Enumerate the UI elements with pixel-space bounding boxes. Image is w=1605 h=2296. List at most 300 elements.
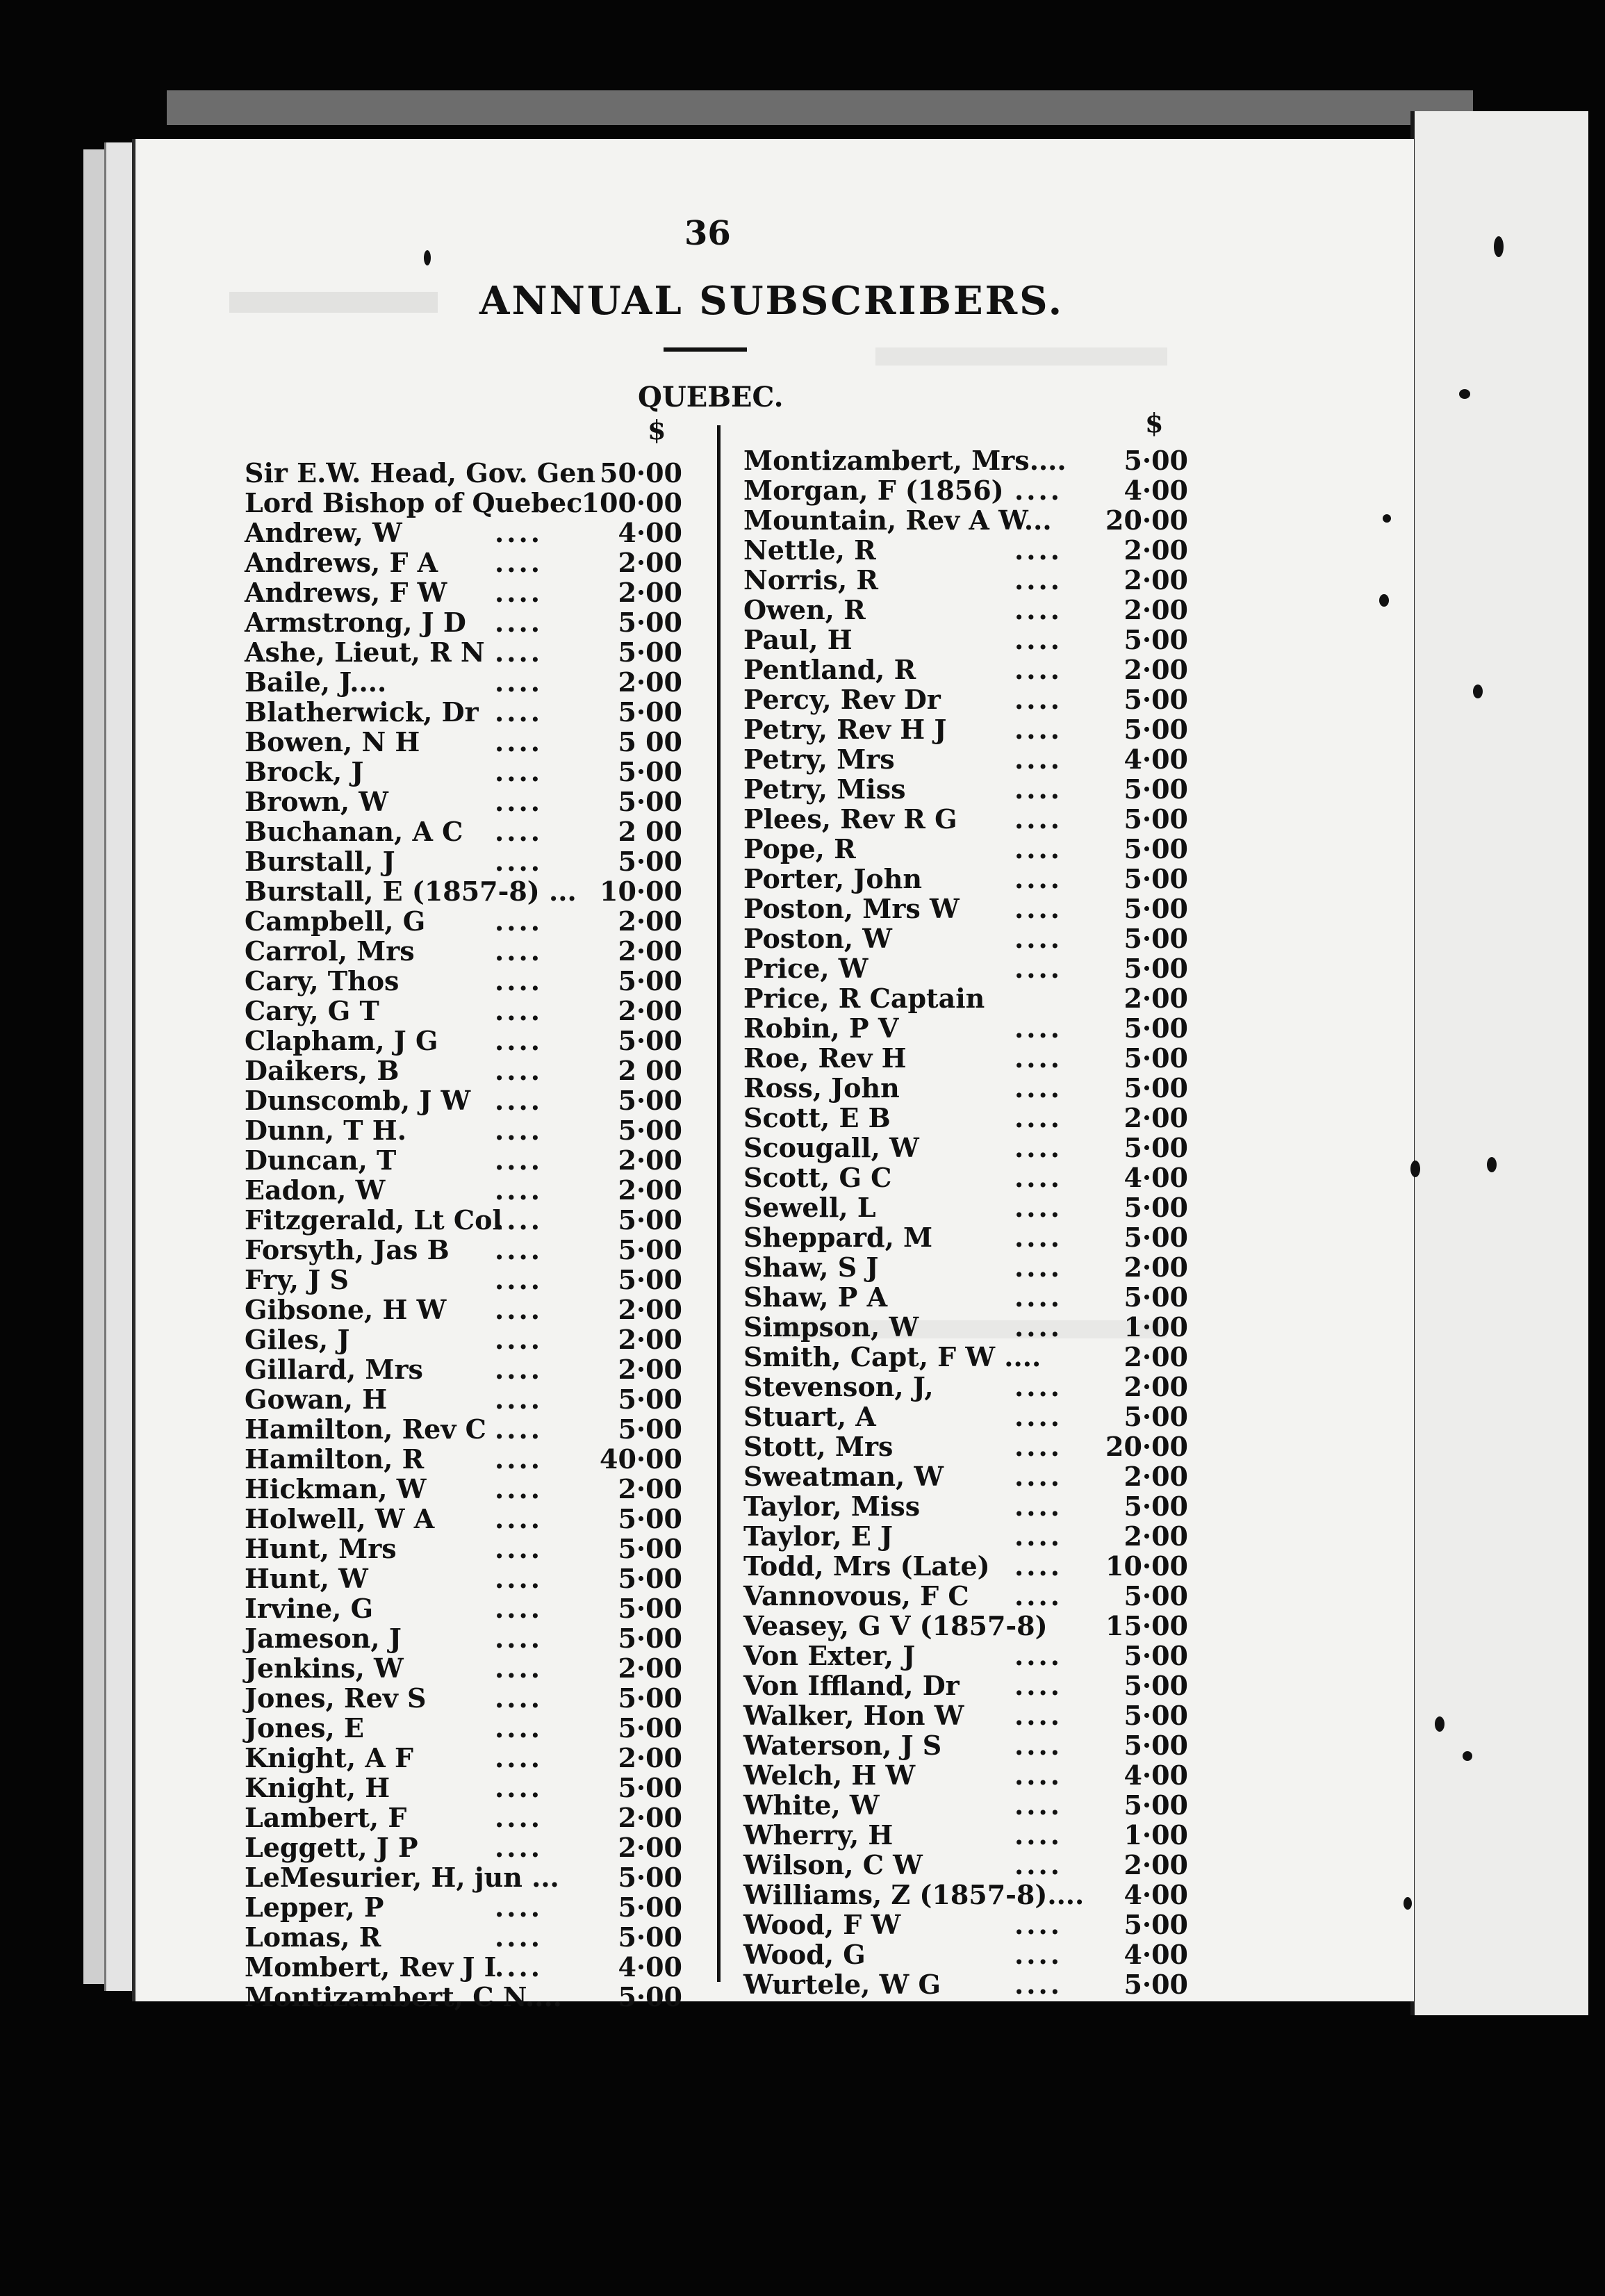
subscription-amount: 20·00 [1105,1431,1188,1462]
subscription-amount: 5·00 [1124,803,1188,835]
subscriber-row [743,1102,1188,1132]
subscription-amount: 4·00 [1124,475,1188,506]
subscriber-row [743,833,1188,863]
subscriber-name: Veasey, G V (1857-8) [743,1610,1048,1641]
leader-dots: .... [495,547,543,578]
subscriber-name: Robin, P V [743,1012,899,1044]
leader-dots: .... [1014,1550,1062,1582]
leader-dots: .... [1014,475,1062,506]
leader-dots: .... [495,816,543,847]
subscription-amount: 5·00 [1124,1012,1188,1044]
subscriber-name: Poston, Mrs W [743,893,960,924]
subscription-amount: 2·00 [1124,1371,1188,1402]
subscription-amount: 5·00 [1124,1222,1188,1253]
subscriber-row [245,696,703,726]
subscriber-name: Buchanan, A C [245,816,463,847]
subscription-amount: 4·00 [1124,1939,1188,1970]
leader-dots: .... [1014,1730,1062,1761]
subscriber-row [743,893,1188,923]
leader-dots: .... [495,1204,543,1236]
subscriber-name: Jameson, J [245,1623,402,1654]
subscriber-row [743,505,1188,534]
subscriber-name: Gibsone, H W [245,1294,447,1325]
leader-dots: .... [1014,624,1062,655]
scan-speck [1473,684,1483,698]
subscriber-name: Scougall, W [743,1132,919,1163]
subscriber-name: Hamilton, Rev C [245,1413,486,1445]
subscriber-name: Wurtele, W G [743,1969,941,2000]
subscription-amount: 5·00 [618,786,682,817]
subscriber-name: Williams, Z (1857-8).... [743,1879,1085,1910]
scan-speck [1404,1897,1412,1910]
subscriber-row [245,1593,703,1623]
subscriber-row [743,1819,1188,1849]
subscription-amount: 5·00 [618,1115,682,1146]
leader-dots: .... [1014,1281,1062,1313]
subscription-amount: 5·00 [1124,1042,1188,1074]
leader-dots: .... [495,637,543,668]
subscription-amount: 5·00 [618,1593,682,1624]
subscriber-row [245,547,703,577]
subscriber-name: Stevenson, J, [743,1371,934,1402]
subscriber-row [743,1849,1188,1879]
subscription-amount: 5 00 [618,726,682,757]
leader-dots: .... [1014,1849,1062,1880]
leader-dots: .... [495,1473,543,1504]
leader-dots: .... [1014,1162,1062,1193]
leader-dots: .... [495,1354,543,1385]
subscription-amount: 2·00 [618,1354,682,1385]
subscription-amount: 2·00 [618,1802,682,1833]
subscriber-name: Andrews, F W [245,577,447,608]
leader-dots: .... [495,696,543,728]
subscriber-name: Burstall, E (1857-8) ... [245,876,577,907]
subscriber-row [743,684,1188,714]
subscriber-row [245,1234,703,1264]
subscriber-name: Plees, Rev R G [743,803,957,835]
subscriber-name: Von Iffland, Dr [743,1670,960,1701]
subscriber-name: Knight, H [245,1772,390,1803]
subscriber-row [245,637,703,666]
subscription-amount: 2·00 [1124,1341,1188,1372]
subscription-amount: 2·00 [1124,1102,1188,1133]
subscriber-name: Shaw, P A [743,1281,888,1313]
leader-dots: .... [1014,654,1062,685]
leader-dots: .... [1014,1012,1062,1044]
subscriber-name: Vannovous, F C [743,1580,969,1612]
leader-dots: .... [1014,1760,1062,1791]
subscription-amount: 50·00 [600,457,682,489]
leader-dots: .... [1014,1789,1062,1821]
subscriber-name: Ashe, Lieut, R N [245,637,485,668]
subscriber-name: Holwell, W A [245,1503,435,1534]
leader-dots: .... [495,756,543,787]
scan-speck [1487,1157,1497,1172]
subscription-amount: 5·00 [1124,1580,1188,1612]
subscriber-row [245,816,703,846]
subscriber-name: Shaw, S J [743,1252,879,1283]
subscriber-name: Scott, E B [743,1102,891,1133]
leader-dots: .... [495,517,543,548]
subscription-amount: 2·00 [618,1174,682,1206]
subscription-amount: 5·00 [618,1892,682,1923]
subscription-amount: 5·00 [1124,1969,1188,2000]
subscriber-name: Wilson, C W [743,1849,923,1880]
subscriber-name: Dunscomb, J W [245,1085,471,1116]
subscriber-name: Owen, R [743,594,866,625]
show-through-text [875,347,1167,366]
subscriber-name: Price, R Captain [743,983,985,1014]
leader-dots: .... [1014,1311,1062,1343]
subscriber-name: Burstall, J [245,846,395,877]
subscription-amount: 4·00 [618,1951,682,1983]
subscription-amount: 5·00 [618,607,682,638]
left-currency-symbol: $ [648,414,666,445]
subscriber-row [245,1623,703,1653]
leader-dots: .... [1014,1520,1062,1552]
subscriber-name: Sir E.W. Head, Gov. Gen [245,457,596,489]
heading-rule [664,347,747,352]
subscriber-name: Bowen, N H [245,726,420,757]
leader-dots: .... [495,1384,543,1415]
subscription-amount: 5·00 [618,1413,682,1445]
subscription-amount: 4·00 [1124,744,1188,775]
subscription-amount: 5·00 [618,1085,682,1116]
subscription-amount: 5·00 [618,1623,682,1654]
leader-dots: .... [1014,833,1062,864]
leader-dots: .... [1014,1042,1062,1074]
subscriber-name: Armstrong, J D [245,607,466,638]
subscription-amount: 2·00 [1124,1520,1188,1552]
subscriber-row [743,1072,1188,1102]
subscriber-row [245,1712,703,1742]
subscription-amount: 5·00 [1124,1192,1188,1223]
scan-speck [1494,236,1504,257]
subscriber-row [743,564,1188,594]
leader-dots: .... [1014,923,1062,954]
subscriber-name: Gillard, Mrs [245,1354,423,1385]
subscriber-row [743,863,1188,893]
subscriber-row [245,1921,703,1951]
subscriber-row [245,995,703,1025]
leader-dots: .... [1014,1461,1062,1492]
scan-speck [1383,514,1391,523]
subscriber-row [743,1700,1188,1730]
subscriber-row [245,1145,703,1174]
subscriber-name: Poston, W [743,923,892,954]
subscriber-name: Taylor, E J [743,1520,894,1552]
leader-dots: .... [495,1055,543,1086]
leader-dots: .... [495,1623,543,1654]
leader-dots: .... [495,1413,543,1445]
subscription-amount: 2·00 [618,905,682,937]
subscriber-name: Baile, J.... [245,666,387,698]
subscriber-row [245,905,703,935]
subscription-amount: 5·00 [1124,1491,1188,1522]
subscription-amount: 2·00 [1124,594,1188,625]
leader-dots: .... [1014,1192,1062,1223]
subscriber-row [245,1413,703,1443]
subscription-amount: 5·00 [618,1921,682,1953]
subscriber-row [743,1012,1188,1042]
subscription-amount: 4·00 [1124,1162,1188,1193]
subscriber-name: Hunt, Mrs [245,1533,397,1564]
subscription-amount: 5·00 [618,696,682,728]
subscription-amount: 2·00 [618,1324,682,1355]
leader-dots: .... [495,1802,543,1833]
subscription-amount: 5·00 [1124,1132,1188,1163]
subscriber-row [743,1730,1188,1760]
subscriber-name: Montizambert, Mrs.... [743,445,1067,476]
leader-dots: .... [495,905,543,937]
subscription-amount: 5·00 [618,1234,682,1265]
subscriber-row [743,1192,1188,1222]
subscriber-row [743,803,1188,833]
subscription-amount: 4·00 [1124,1879,1188,1910]
subscription-amount: 5·00 [1124,1730,1188,1761]
subscriber-name: Brock, J [245,756,364,787]
subscription-amount: 10·00 [600,876,682,907]
leader-dots: .... [495,846,543,877]
subscription-amount: 2·00 [618,547,682,578]
subscriber-name: Waterson, J S [743,1730,942,1761]
subscriber-row [245,1204,703,1234]
leader-dots: .... [1014,1491,1062,1522]
subscription-amount: 5·00 [1124,1281,1188,1313]
subscriber-row [743,1969,1188,1999]
subscriber-row [245,1443,703,1473]
leader-dots: .... [1014,1670,1062,1701]
page-number: 36 [684,214,731,253]
subscriber-row [743,773,1188,803]
leader-dots: .... [1014,1222,1062,1253]
subscriber-row [743,1162,1188,1192]
leader-dots: .... [1014,714,1062,745]
leader-dots: .... [495,607,543,638]
leader-dots: .... [495,1832,543,1863]
subscriber-name: Sweatman, W [743,1461,944,1492]
subscriber-row [245,786,703,816]
subscriber-name: Stott, Mrs [743,1431,894,1462]
leader-dots: .... [1014,1431,1062,1462]
leader-dots: .... [1014,564,1062,596]
subscription-amount: 5·00 [1124,833,1188,864]
leader-dots: .... [1014,594,1062,625]
subscriber-row [743,1520,1188,1550]
subscriber-row [743,1252,1188,1281]
leader-dots: .... [495,995,543,1026]
subscriber-name: Daikers, B [245,1055,400,1086]
subscription-amount: 15·00 [1105,1610,1188,1641]
subscriber-row [245,1802,703,1832]
subscription-amount: 2·00 [618,1832,682,1863]
subscriber-row [743,1640,1188,1670]
leader-dots: .... [1014,1909,1062,1940]
leader-dots: .... [495,1653,543,1684]
leader-dots: .... [1014,893,1062,924]
subscriber-row [245,1772,703,1802]
page-stack-top-edge [167,90,1473,125]
subscription-amount: 2 00 [618,816,682,847]
subscriber-row [245,1055,703,1085]
subscription-amount: 5·00 [1124,624,1188,655]
subscription-amount: 5·00 [618,1862,682,1893]
subscriber-row [743,1461,1188,1491]
leader-dots: .... [1014,1401,1062,1432]
subscriber-row [743,1491,1188,1520]
leader-dots: .... [495,1712,543,1744]
subscription-amount: 2·00 [1124,654,1188,685]
subscriber-row [245,726,703,756]
leader-dots: .... [1014,1969,1062,2000]
subscriber-name: Blatherwick, Dr [245,696,479,728]
subscription-amount: 5·00 [618,1503,682,1534]
subscriber-name: Norris, R [743,564,878,596]
subscriber-name: Hickman, W [245,1473,427,1504]
subscriber-name: Ross, John [743,1072,900,1104]
leader-dots: .... [1014,863,1062,894]
subscriber-name: Roe, Rev H [743,1042,907,1074]
subscriber-name: Andrew, W [245,517,402,548]
subscriber-name: LeMesurier, H, jun ... [245,1862,559,1893]
subscriber-name: Porter, John [743,863,922,894]
scan-speck [1463,1751,1472,1761]
subscription-amount: 2·00 [618,1294,682,1325]
subscriber-name: Smith, Capt, F W .... [743,1341,1042,1372]
subscription-amount: 4·00 [618,517,682,548]
subscriber-name: Walker, Hon W [743,1700,964,1731]
leader-dots: .... [1014,744,1062,775]
subscriber-row [743,594,1188,624]
leader-dots: .... [1014,953,1062,984]
leader-dots: .... [1014,1072,1062,1104]
subscriber-name: Carrol, Mrs [245,935,415,967]
subscription-amount: 5·00 [1124,893,1188,924]
subscription-amount: 2·00 [618,1742,682,1773]
subscriber-name: Lepper, P [245,1892,384,1923]
subscriber-name: Lambert, F [245,1802,407,1833]
leader-dots: .... [1014,1939,1062,1970]
subscriber-row [743,1132,1188,1162]
leader-dots: .... [1014,1252,1062,1283]
subscription-amount: 10·00 [1105,1550,1188,1582]
subscription-amount: 5·00 [618,756,682,787]
subscriber-name: Cary, Thos [245,965,400,997]
leader-dots: .... [1014,803,1062,835]
subscriber-row [245,846,703,876]
leader-dots: .... [495,726,543,757]
leader-dots: .... [495,1593,543,1624]
leader-dots: .... [495,1772,543,1803]
scan-speck [424,250,431,265]
subscriber-name: White, W [743,1789,880,1821]
subscriber-name: Hunt, W [245,1563,368,1594]
subscription-amount: 5·00 [1124,773,1188,805]
left-subscriber-column [245,457,703,2011]
subscriber-name: Wherry, H [743,1819,894,1851]
subscriber-row [245,1294,703,1324]
subscriber-row [743,624,1188,654]
subscription-amount: 20·00 [1105,505,1188,536]
subscriber-row [245,1473,703,1503]
show-through-text [229,292,438,313]
subscription-amount: 2·00 [618,995,682,1026]
subscriber-name: Jones, E [245,1712,364,1744]
leader-dots: .... [1014,1102,1062,1133]
subscriber-row [245,1682,703,1712]
subscriber-row [245,1563,703,1593]
subscriber-row [245,1354,703,1384]
subscriber-row [743,1371,1188,1401]
subscriber-name: Petry, Miss [743,773,906,805]
subscriber-name: Price, W [743,953,869,984]
leader-dots: .... [1014,773,1062,805]
subscriber-name: Dunn, T H. [245,1115,406,1146]
subscriber-row [245,457,703,487]
subscriber-name: Von Exter, J [743,1640,916,1671]
subscriber-row [743,1281,1188,1311]
subscriber-name: Simpson, W [743,1311,919,1343]
subscriber-row [743,1789,1188,1819]
subscriber-row [245,1085,703,1115]
subscriber-name: Jones, Rev S [245,1682,427,1714]
subscriber-name: Wood, F W [743,1909,901,1940]
subscription-amount: 2·00 [1124,534,1188,566]
subscription-amount: 2 00 [618,1055,682,1086]
subscriber-name: Morgan, F (1856) [743,475,1004,506]
subscriber-name: Scott, G C [743,1162,892,1193]
subscriber-row [743,1401,1188,1431]
subscriber-row [245,1503,703,1533]
leader-dots: .... [495,1145,543,1176]
right-currency-symbol: $ [1145,407,1164,438]
subscription-amount: 5·00 [1124,1700,1188,1731]
subscriber-name: Petry, Mrs [743,744,895,775]
subscriber-name: Campbell, G [245,905,426,937]
leader-dots: .... [495,1294,543,1325]
subscriber-name: Mombert, Rev J I [245,1951,497,1983]
subscriber-row [743,1909,1188,1939]
subscriber-row [743,1431,1188,1461]
subscription-amount: 2·00 [618,577,682,608]
subscriber-row [245,1025,703,1055]
scan-speck [1379,594,1389,607]
subscriber-row [743,953,1188,983]
subscriber-name: Taylor, Miss [743,1491,921,1522]
leader-dots: .... [495,786,543,817]
subscriber-name: Fry, J S [245,1264,349,1295]
subscription-amount: 2·00 [1124,1461,1188,1492]
subscriber-name: Sheppard, M [743,1222,933,1253]
subscriber-row [245,487,703,517]
subscription-amount: 5·00 [618,1264,682,1295]
subscriber-name: Todd, Mrs (Late) [743,1550,990,1582]
leader-dots: .... [1014,1132,1062,1163]
subscription-amount: 2·00 [618,935,682,967]
scan-speck [1435,1716,1444,1732]
subscriber-row [245,1981,703,2011]
leader-dots: .... [495,1892,543,1923]
subscription-amount: 5·00 [1124,953,1188,984]
leader-dots: .... [495,1443,543,1475]
subscriber-row [245,607,703,637]
subscriber-row [743,714,1188,744]
subscriber-row [743,445,1188,475]
leader-dots: .... [495,1742,543,1773]
subscriber-name: Leggett, J P [245,1832,418,1863]
subscriber-name: Hamilton, R [245,1443,425,1475]
subscriber-name: Stuart, A [743,1401,876,1432]
